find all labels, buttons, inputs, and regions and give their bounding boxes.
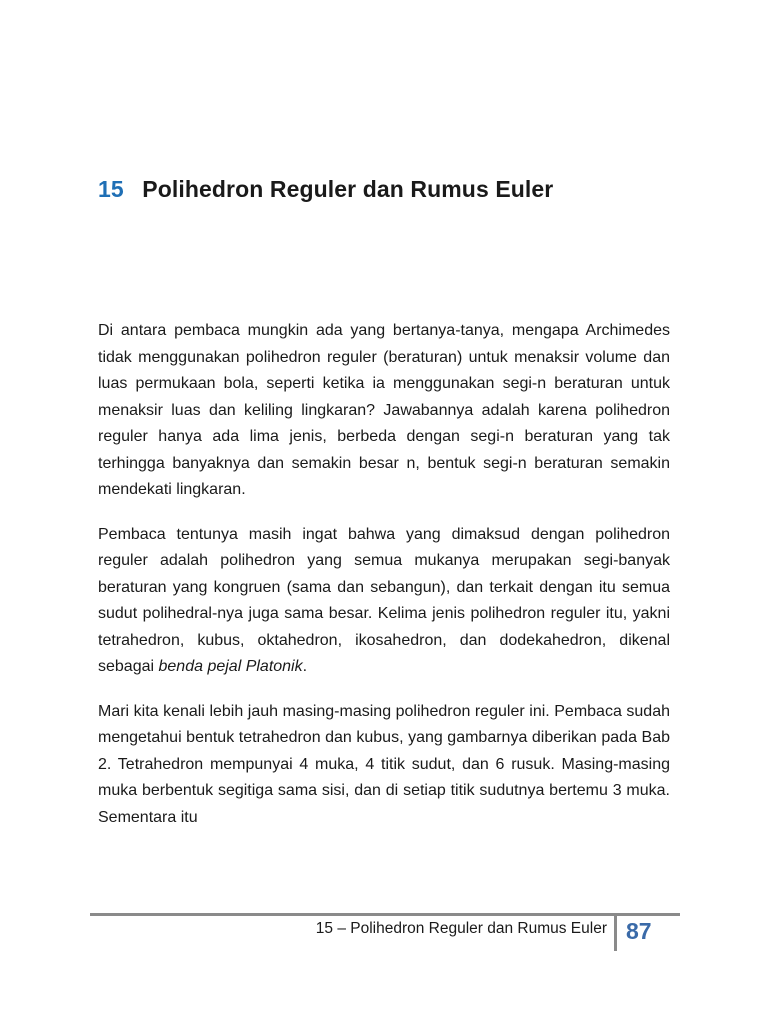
paragraph-2-emphasis: benda pejal Platonik <box>158 658 303 675</box>
paragraph-1-text: Di antara pembaca mungkin ada yang bertanya-tanya, mengapa Archimedes tidak menggunakan polihedron reguler (beraturan) untuk menaksir volume dan luas permukaan bola, seperti ketika ia menggunakan segi-n beraturan untuk menaksir luas dan keliling lingkaran? Jawabannya adalah karena polihedron reguler hanya ada lima jenis, berbeda dengan segi-n beraturan yang tak terhingga banyaknya dan semakin besar n, bentuk segi-n beraturan semakin mendekati lingkaran. <box>98 322 670 498</box>
body-text <box>98 318 670 849</box>
paragraph-3-text: Mari kita kenali lebih jauh masing-masing polihedron reguler ini. Pembaca sudah mengetahui bentuk tetrahedron dan kubus, yang gambarnya diberikan pada Bab 2. Tetrahedron mempunyai 4 muka, 4 titik sudut, dan 6 rusuk. Masing-masing muka berbentuk segitiga sama sisi, dan di setiap titik sudutnya bertemu 3 muka. Sementara itu <box>98 702 670 826</box>
paragraph-2-after: . <box>302 658 308 675</box>
page-number: 87 <box>626 918 652 944</box>
chapter-title: Polihedron Reguler dan Rumus Euler <box>142 176 554 202</box>
footer-rule <box>90 913 680 916</box>
paragraph-2-text: Pembaca tentunya masih ingat bahwa yang dimaksud dengan polihedron reguler adalah polihedron yang semua mukanya merupakan segi-banyak beraturan yang kongruen (sama dan sebangun), dan terkait dengan itu semua sudut polihedral-nya juga sama besar. Kelima jenis polihedron reguler itu, yakni tetrahedron, kubus, oktahedron, ikosahedron, dan dodekahedron, dikenal sebagai <box>98 525 670 675</box>
paragraph-2 <box>98 522 670 681</box>
paragraph-3 <box>98 699 670 832</box>
chapter-heading <box>98 176 553 203</box>
chapter-number: 15 <box>98 176 124 202</box>
paragraph-1 <box>98 318 670 504</box>
footer-running-title: 15 – Polihedron Reguler dan Rumus Euler <box>315 920 607 937</box>
footer-divider <box>614 913 617 951</box>
